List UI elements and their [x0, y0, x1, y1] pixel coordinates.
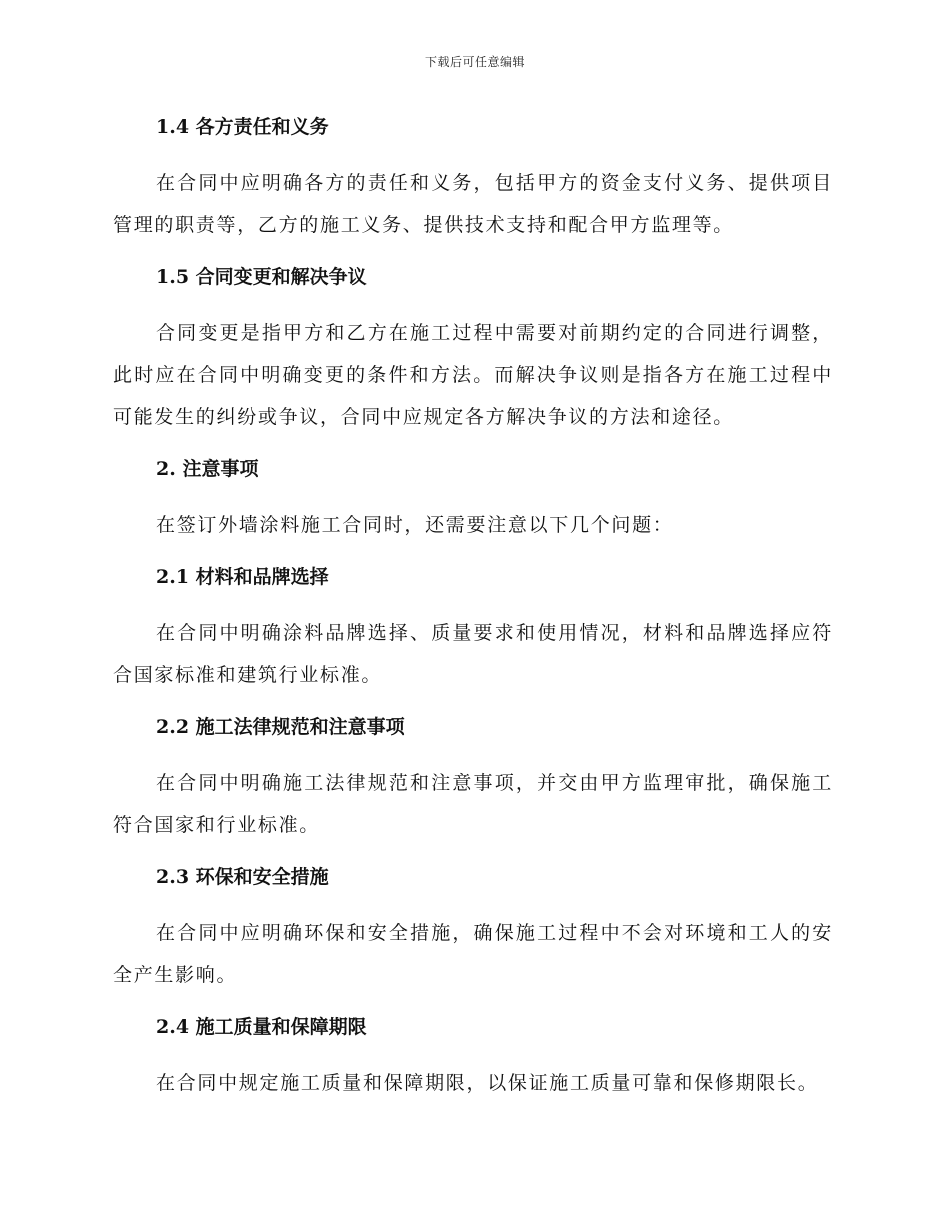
section-body-2-4: 在合同中规定施工质量和保障期限，以保证施工质量可靠和保修期限长。: [156, 1072, 819, 1094]
section-heading-2-1: 2.1 材料和品牌选择: [156, 566, 329, 588]
section-body-2-3: 在合同中应明确环保和安全措施，确保施工过程中不会对环境和工人的安全产生影响。: [113, 922, 833, 986]
section-body-1-4: 在合同中应明确各方的责任和义务，包括甲方的资金支付义务、提供项目管理的职责等，乙方的施工义务、提供技术支持和配合甲方监理等。: [113, 172, 833, 236]
document-body: [113, 112, 833, 1104]
section-heading-1-4: 1.4 各方责任和义务: [156, 116, 329, 138]
section-heading-2-3: 2.3 环保和安全措施: [156, 866, 329, 888]
section-body-2-1: 在合同中明确涂料品牌选择、质量要求和使用情况，材料和品牌选择应符合国家标准和建筑行业标准。: [113, 622, 833, 686]
section-body-2: 在签订外墙涂料施工合同时，还需要注意以下几个问题：: [156, 514, 674, 536]
section-heading-1-5: 1.5 合同变更和解决争议: [156, 266, 367, 288]
section-body-2-2: 在合同中明确施工法律规范和注意事项，并交由甲方监理审批，确保施工符合国家和行业标准。: [113, 772, 833, 836]
page-header: 下载后可任意编辑: [424, 55, 525, 69]
section-heading-2: 2. 注意事项: [156, 458, 259, 480]
section-heading-2-2: 2.2 施工法律规范和注意事项: [156, 716, 405, 738]
section-heading-2-4: 2.4 施工质量和保障期限: [156, 1016, 367, 1038]
section-body-1-5: 合同变更是指甲方和乙方在施工过程中需要对前期约定的合同进行调整，此时应在合同中明确变更的条件和方法。而解决争议则是指各方在施工过程中可能发生的纠纷或争议，合同中应规定各方解决争议的方法和途径。: [113, 322, 833, 428]
